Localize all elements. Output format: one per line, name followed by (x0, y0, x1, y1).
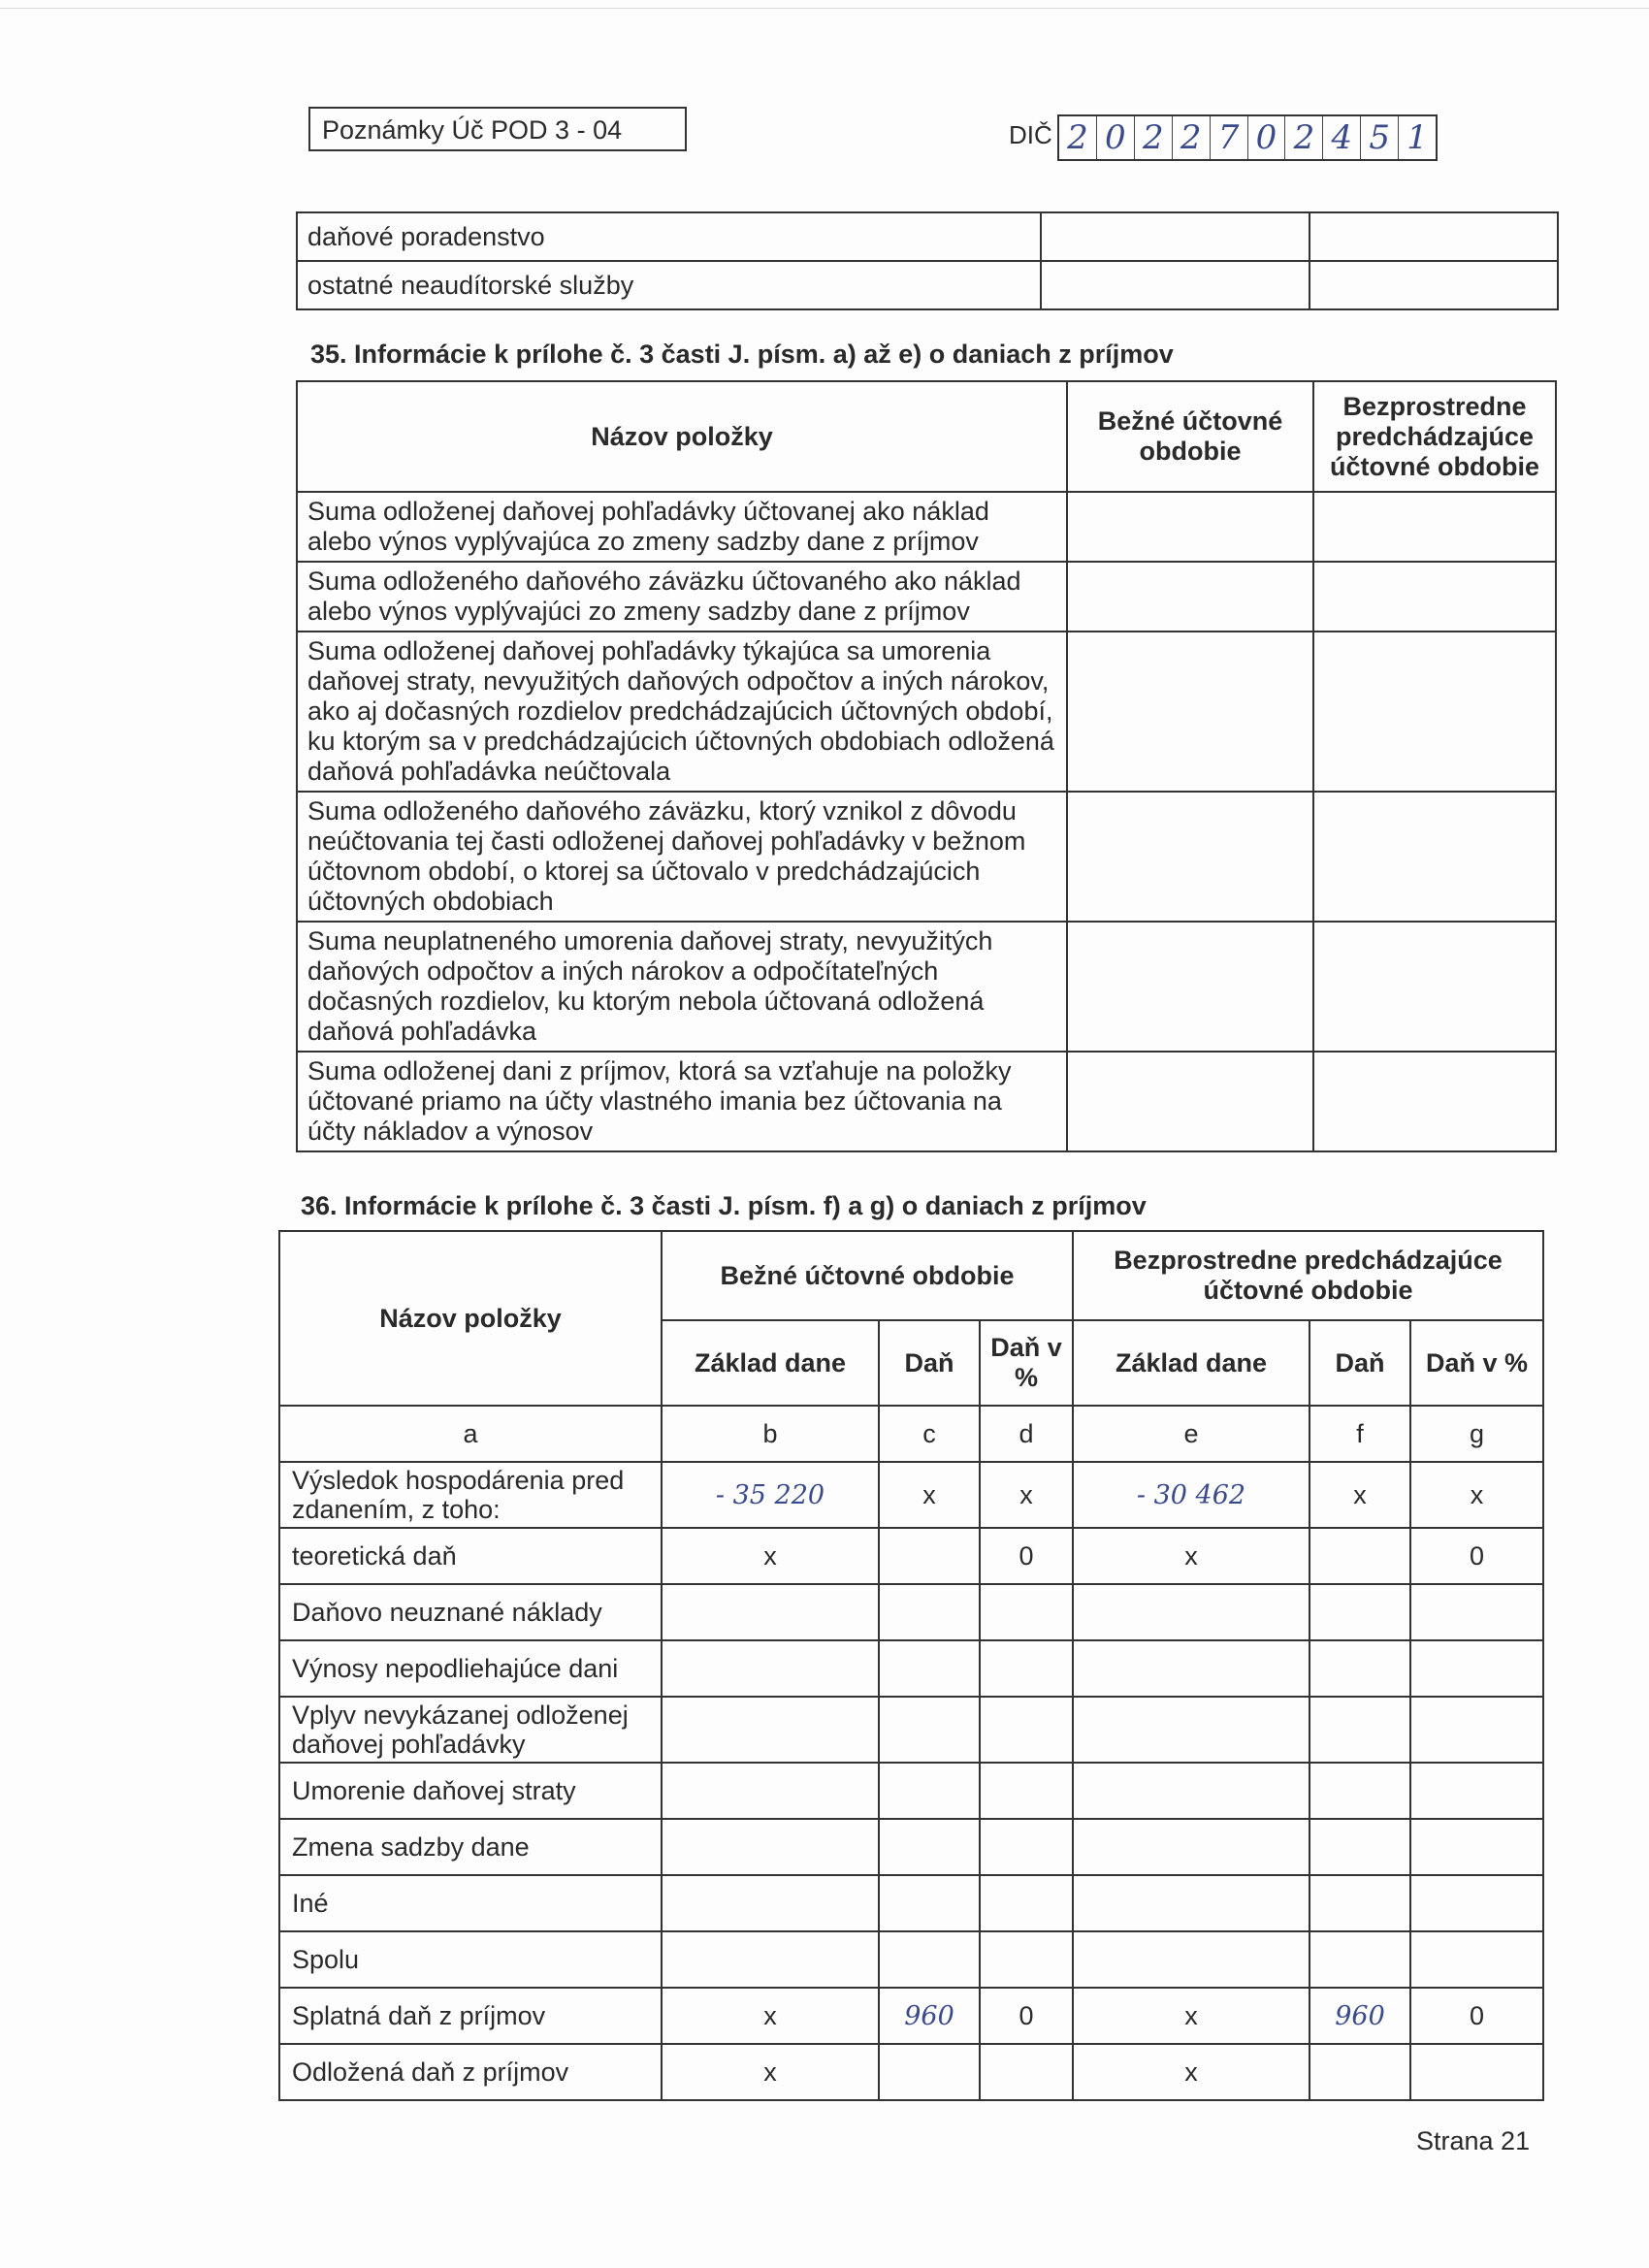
value-cell (879, 1640, 980, 1697)
value-cell (980, 2044, 1073, 2100)
table-row (297, 1052, 1556, 1151)
value-cell (662, 1875, 879, 1931)
value-cell: 0 (980, 1988, 1073, 2044)
letters-row (279, 1406, 1543, 1462)
value-cell (1313, 562, 1556, 632)
section-35-title: 35. Informácie k prílohe č. 3 časti J. písm. a) až e) o daniach z príjmov (310, 340, 1174, 369)
table-row (297, 922, 1556, 1052)
value-cell (879, 1528, 980, 1584)
table-header-row (279, 1231, 1543, 1320)
sub-tax-header: Daň (1310, 1320, 1410, 1406)
value-cell: x (980, 1462, 1073, 1528)
value-cell (879, 1931, 980, 1988)
col-previous-header: Bezprostredne predchádzajúce účtovné obdobie (1313, 381, 1556, 492)
col-letter: a (279, 1406, 662, 1462)
scan-edge-line (0, 8, 1649, 9)
value-cell (662, 1819, 879, 1875)
row-label: Suma odloženého daňového záväzku účtovaného ako náklad alebo výnos vyplývajúci zo zmeny sadzby dane z príjmov (297, 562, 1067, 632)
section-36-table (278, 1230, 1544, 2101)
table-row (279, 1988, 1543, 2044)
col-name-header: Názov položky (279, 1231, 662, 1406)
value-cell (1310, 1763, 1410, 1819)
value-cell (1310, 1584, 1410, 1640)
value-cell (1067, 1052, 1313, 1151)
value-cell (1073, 1875, 1310, 1931)
dic-label: DIČ (1009, 120, 1052, 149)
col-name-header: Názov položky (297, 381, 1067, 492)
value-cell (1073, 1584, 1310, 1640)
value-cell (662, 1584, 879, 1640)
row-label: Iné (279, 1875, 662, 1931)
handwritten-value: - 30 462 (1073, 1462, 1310, 1528)
handwritten-value: 960 (1310, 1988, 1410, 2044)
col-letter: b (662, 1406, 879, 1462)
value-cell (1310, 1697, 1410, 1763)
row-label: Suma odloženej daňovej pohľadávky týkajúca sa umorenia daňovej straty, nevyužitých daňových odpočtov a iných nárokov, ako aj dočasných rozdielov predchádzajúcich účtovných období, ku ktorým sa v predchádzajúcich účtovných obdobiach odložená daňová pohľadávka neúčtovala (297, 632, 1067, 792)
value-cell: x (879, 1462, 980, 1528)
value-cell (1310, 1819, 1410, 1875)
value-cell (1073, 1931, 1310, 1988)
value-cell (1073, 1819, 1310, 1875)
value-cell (1310, 2044, 1410, 2100)
value-cell (980, 1931, 1073, 1988)
value-cell (1313, 1052, 1556, 1151)
value-cell (1067, 922, 1313, 1052)
table-row (297, 562, 1556, 632)
table-row (297, 632, 1556, 792)
dic-digit: 2 (1285, 116, 1323, 159)
value-cell (1410, 1697, 1543, 1763)
col-letter: f (1310, 1406, 1410, 1462)
section-35-table (296, 380, 1557, 1152)
value-cell (1410, 1584, 1543, 1640)
value-cell (1410, 1875, 1543, 1931)
value-cell: x (662, 1528, 879, 1584)
dic-digit: 7 (1211, 116, 1248, 159)
dic-digit: 1 (1406, 118, 1428, 157)
value-cell (1310, 1640, 1410, 1697)
dic-digit: 5 (1361, 116, 1399, 159)
table-row (279, 2044, 1543, 2100)
row-label: Splatná daň z príjmov (279, 1988, 662, 2044)
col-previous-header: Bezprostredne predchádzajúce účtovné obdobie (1073, 1231, 1543, 1320)
value-cell: x (1073, 1988, 1310, 2044)
col-current-header: Bežné účtovné obdobie (662, 1231, 1073, 1320)
value-cell (1410, 1931, 1543, 1988)
value-cell (879, 1875, 980, 1931)
value-cell (1313, 632, 1556, 792)
value-cell: 0 (980, 1528, 1073, 1584)
value-cell (1310, 1931, 1410, 1988)
value-cell (1310, 1875, 1410, 1931)
value-cell (1310, 261, 1558, 309)
row-label: Vplyv nevykázanej odloženej daňovej pohľadávky (279, 1697, 662, 1763)
value-cell (662, 1763, 879, 1819)
sub-tax-header: Daň (879, 1320, 980, 1406)
value-cell (1041, 261, 1310, 309)
section-36-title: 36. Informácie k prílohe č. 3 časti J. písm. f) a g) o daniach z príjmov (301, 1191, 1147, 1220)
value-cell (879, 1584, 980, 1640)
sub-rate-header: Daň v % (980, 1320, 1073, 1406)
row-label: Spolu (279, 1931, 662, 1988)
value-cell (1410, 1640, 1543, 1697)
value-cell (1067, 492, 1313, 562)
table-row (279, 1462, 1543, 1528)
value-cell (1041, 212, 1310, 261)
value-cell: x (1073, 2044, 1310, 2100)
dic-digit: 2 (1173, 116, 1211, 159)
handwritten-value: 960 (879, 1988, 980, 2044)
value-cell: x (662, 2044, 879, 2100)
value-cell (1073, 1763, 1310, 1819)
row-label: Zmena sadzby dane (279, 1819, 662, 1875)
table-row (297, 492, 1556, 562)
col-letter: g (1410, 1406, 1543, 1462)
value-cell: x (1073, 1528, 1310, 1584)
row-label: daňové poradenstvo (297, 212, 1041, 261)
table-row (279, 1819, 1543, 1875)
col-letter: e (1073, 1406, 1310, 1462)
value-cell: x (662, 1988, 879, 2044)
dic-digit: 2 (1135, 116, 1173, 159)
value-cell (1410, 2044, 1543, 2100)
row-label: Daňovo neuznané náklady (279, 1584, 662, 1640)
dic-digit: 4 (1323, 116, 1361, 159)
value-cell (980, 1697, 1073, 1763)
dic-digit: 2 (1059, 116, 1097, 159)
sub-base-header: Základ dane (1073, 1320, 1310, 1406)
row-label: Výsledok hospodárenia pred zdanením, z toho: (279, 1462, 662, 1528)
value-cell (1067, 632, 1313, 792)
value-cell (1310, 212, 1558, 261)
table-row (297, 212, 1558, 261)
value-cell (1313, 792, 1556, 922)
handwritten-value: - 35 220 (662, 1462, 879, 1528)
row-label: Odložená daň z príjmov (279, 2044, 662, 2100)
dic-grid (1057, 114, 1438, 161)
value-cell (1313, 922, 1556, 1052)
value-cell (980, 1875, 1073, 1931)
value-cell (980, 1640, 1073, 1697)
audit-services-table (296, 211, 1559, 310)
sub-rate-header: Daň v % (1410, 1320, 1543, 1406)
value-cell (980, 1763, 1073, 1819)
row-label: Suma odloženej dani z príjmov, ktorá sa vzťahuje na položky účtované priamo na účty vlastného imania bez účtovania na účty nákladov a výnosov (297, 1052, 1067, 1151)
value-cell (1410, 1819, 1543, 1875)
table-row (279, 1763, 1543, 1819)
row-label: Výnosy nepodliehajúce dani (279, 1640, 662, 1697)
value-cell (1073, 1640, 1310, 1697)
value-cell (879, 1697, 980, 1763)
col-current-header: Bežné účtovné obdobie (1067, 381, 1313, 492)
page-number: Strana 21 (1416, 2126, 1531, 2155)
row-label: Umorenie daňovej straty (279, 1763, 662, 1819)
table-row (297, 792, 1556, 922)
value-cell: x (1410, 1462, 1543, 1528)
row-label: teoretická daň (279, 1528, 662, 1584)
value-cell (1067, 562, 1313, 632)
table-row (279, 1584, 1543, 1640)
row-label: ostatné neaudítorské služby (297, 261, 1041, 309)
col-letter: d (980, 1406, 1073, 1462)
value-cell (1310, 1528, 1410, 1584)
table-header-row (297, 381, 1556, 492)
value-cell: 0 (1410, 1528, 1543, 1584)
table-row (279, 1697, 1543, 1763)
value-cell (662, 1697, 879, 1763)
value-cell: x (1310, 1462, 1410, 1528)
value-cell (980, 1584, 1073, 1640)
dic-digit: 0 (1248, 116, 1286, 159)
col-letter: c (879, 1406, 980, 1462)
row-label: Suma odloženého daňového záväzku, ktorý vznikol z dôvodu neúčtovania tej časti odloženej daňovej pohľadávky v bežnom účtovnom období, o ktorej sa účtovalo v predchádzajúcich účtovných obdobiach (297, 792, 1067, 922)
dic-digit: 0 (1097, 116, 1135, 159)
table-row (279, 1528, 1543, 1584)
value-cell (879, 1763, 980, 1819)
row-label: Suma odloženej daňovej pohľadávky účtovanej ako náklad alebo výnos vyplývajúca zo zmeny sadzby dane z príjmov (297, 492, 1067, 562)
value-cell (980, 1819, 1073, 1875)
value-cell (1067, 792, 1313, 922)
row-label: Suma neuplatneného umorenia daňovej straty, nevyužitých daňových odpočtov a iných nárokov a odpočítateľných dočasných rozdielov, ku ktorým nebola účtovaná odložená daňová pohľadávka (297, 922, 1067, 1052)
table-row (279, 1640, 1543, 1697)
form-label: Poznámky Úč POD 3 - 04 (308, 107, 687, 151)
value-cell (1410, 1763, 1543, 1819)
sub-base-header: Základ dane (662, 1320, 879, 1406)
table-row (279, 1875, 1543, 1931)
value-cell: 0 (1410, 1988, 1543, 2044)
value-cell (879, 2044, 980, 2100)
value-cell (1073, 1697, 1310, 1763)
value-cell (662, 1931, 879, 1988)
table-row (297, 261, 1558, 309)
table-row (279, 1931, 1543, 1988)
value-cell (1313, 492, 1556, 562)
value-cell (879, 1819, 980, 1875)
value-cell (662, 1640, 879, 1697)
